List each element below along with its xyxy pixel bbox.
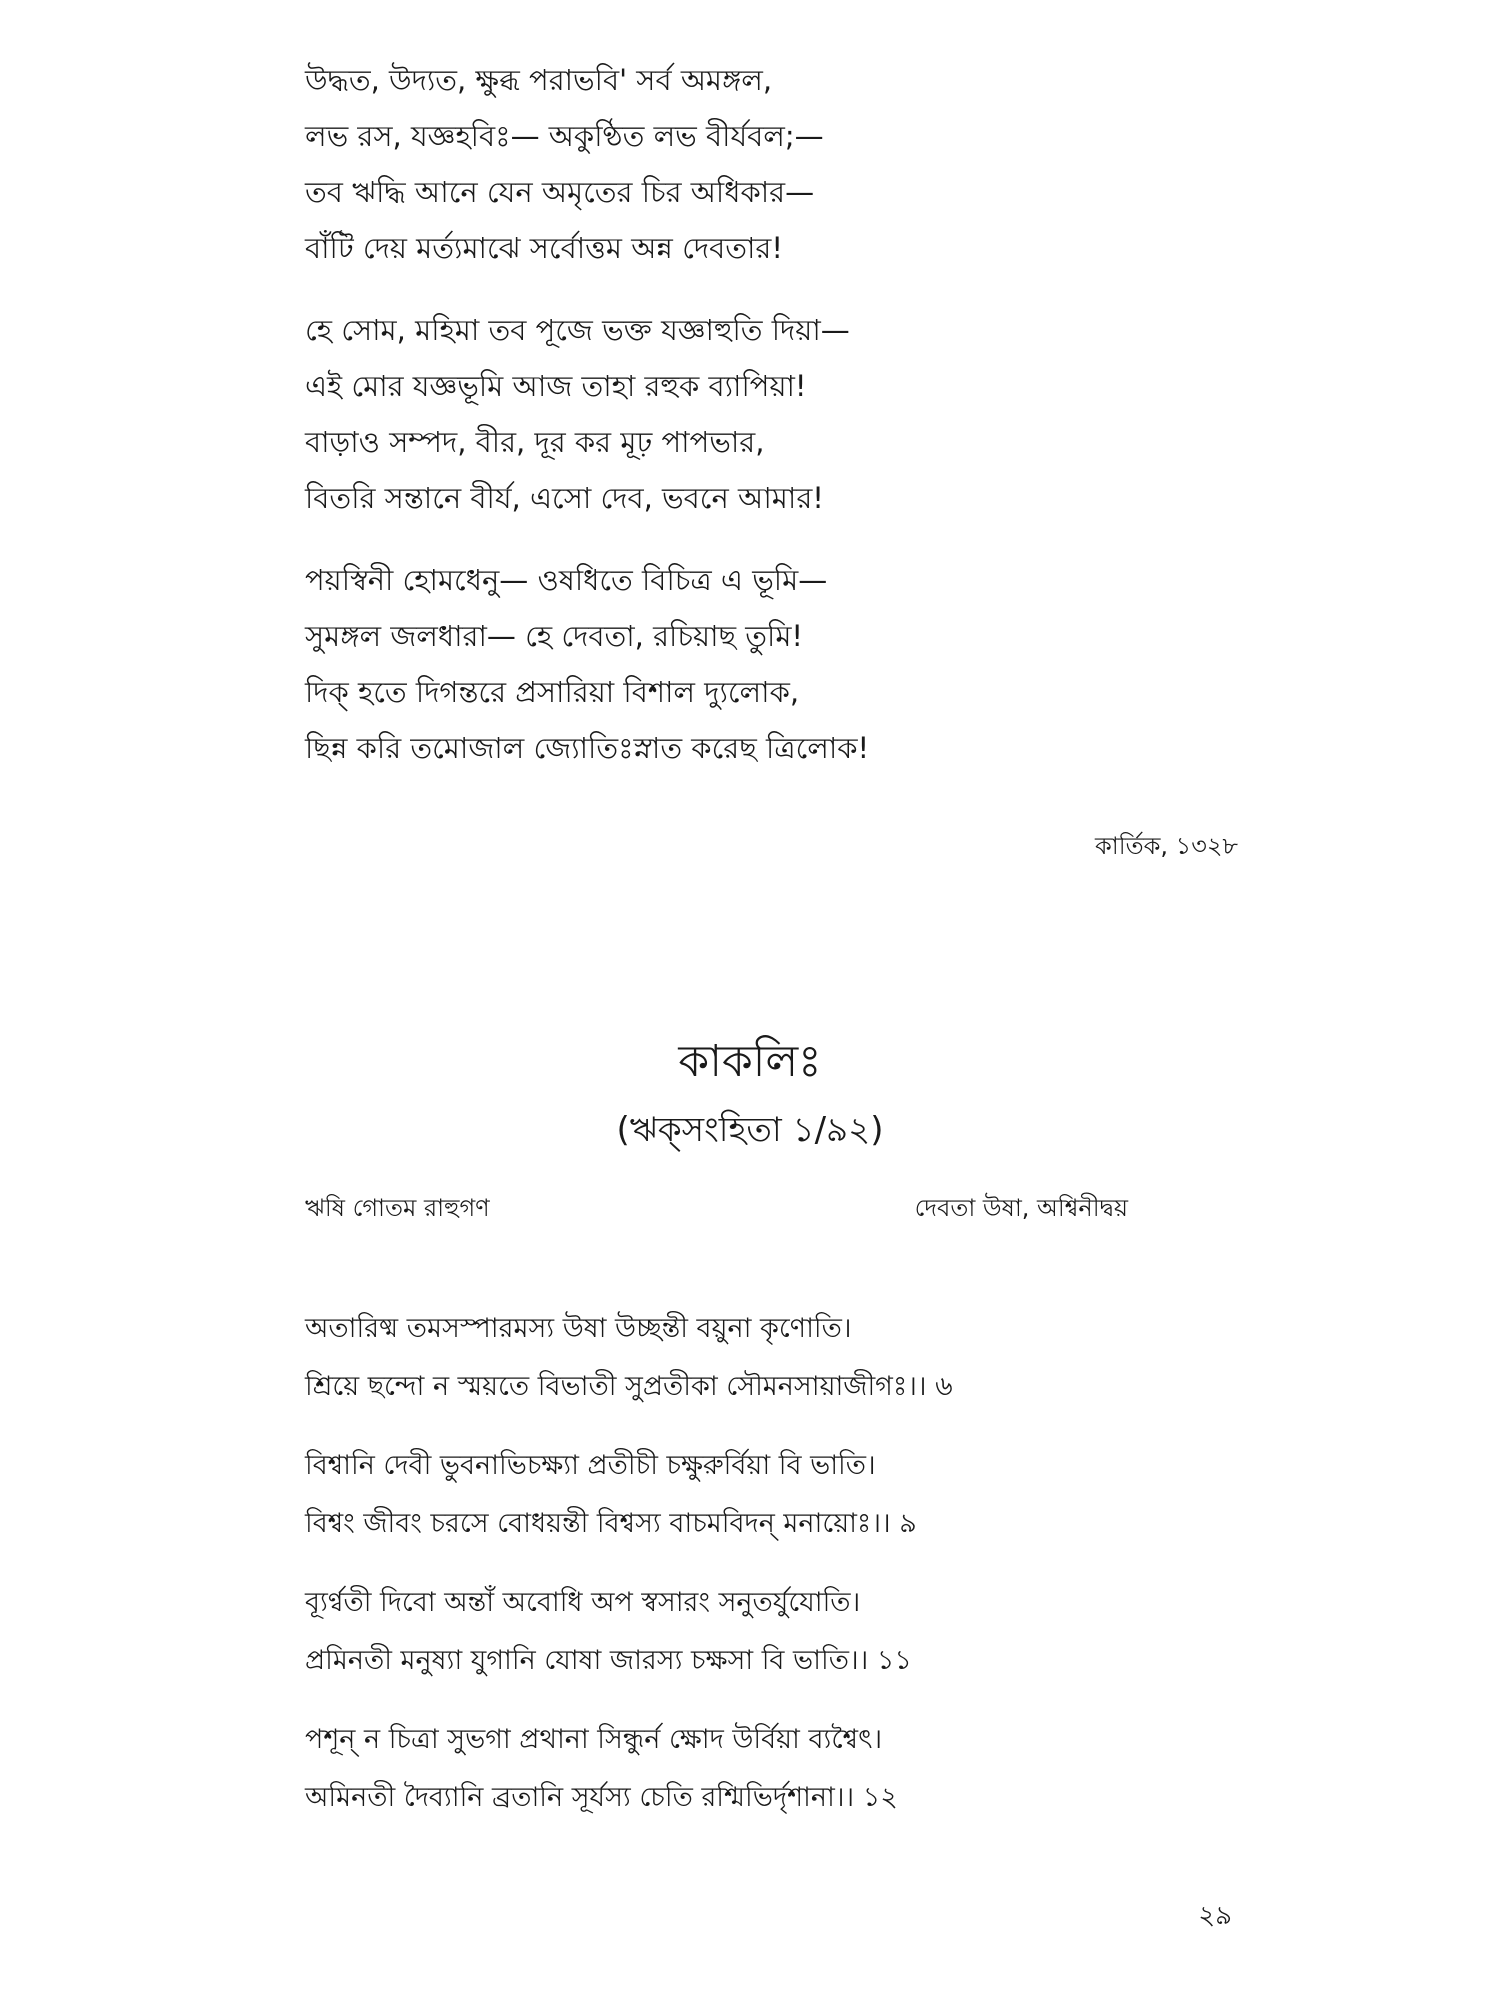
poem-line: সুমঙ্গল জলধারা— হে দেবতা, রচিয়াছ তুমি!: [305, 619, 804, 653]
rishi-attribution: ঋষি গোতম রাহুগণ: [305, 1194, 490, 1222]
verse-line: বিশ্বানি দেবী ভুবনাভিচক্ষ্যা প্রতীচী চক্ষুরুর্বিয়া বি ভাতি।: [305, 1450, 876, 1481]
poem-line: বাড়াও সম্পদ, বীর, দূর কর মূঢ় পাপভার,: [305, 425, 765, 459]
poem-line: দিক্ হতে দিগন্তরে প্রসারিয়া বিশাল দ্যুলোক,: [305, 675, 800, 709]
verse-line: প্রমিনতী মনুষ্যা যুগানি যোষা জারস্য চক্ষসা বি ভাতি।। ১১: [305, 1645, 912, 1676]
section-subtitle: (ঋক্‌সংহিতা ১/৯২): [616, 1110, 884, 1150]
poem-line: পয়স্বিনী হোমধেনু— ওষধিতে বিচিত্র এ ভূমি—: [305, 563, 828, 597]
poem-line: লভ রস, যজ্ঞহবিঃ— অকুণ্ঠিত লভ বীর্যবল;—: [305, 119, 824, 153]
sanskrit-verse-3: [305, 1574, 1305, 1690]
verse-line: ব্যূর্ণ্বতী দিবো অন্তাঁ অবোধি অপ স্বসারং সনুতর্যুযোতি।: [305, 1587, 861, 1618]
poem-line: বিতরি সন্তানে বীর্য, এসো দেব, ভবনে আমার!: [305, 481, 824, 515]
sanskrit-verse-2: [305, 1437, 1305, 1553]
poem-line: উদ্ধত, উদ্যত, ক্ষুব্ধ পরাভবি' সর্ব অমঙ্গল,: [305, 63, 773, 97]
verse-line: শ্রিয়ে ছন্দো ন স্ময়তে বিভাতী সুপ্রতীকা সৌমনসায়াজীগঃ।। ৬: [305, 1371, 953, 1402]
poem-stanza-1: [305, 52, 1305, 276]
section-title: কাকলিঃ: [678, 1036, 822, 1087]
poem-stanza-2: [305, 302, 1305, 526]
verse-line: বিশ্বং জীবং চরসে বোধয়ন্তী বিশ্বস্য বাচমবিদন্ মনায়োঃ।। ৯: [305, 1508, 917, 1539]
poem-line: তব ঋদ্ধি আনে যেন অমৃতের চির অধিকার—: [305, 175, 815, 209]
poem-dateline: কার্তিক, ১৩২৮: [1094, 832, 1238, 860]
sanskrit-verse-1: [305, 1300, 1305, 1416]
verse-line: অমিনতী দৈব্যানি ব্রতানি সূর্যস্য চেতি রশ্মিভির্দৃশানা।। ১২: [305, 1782, 898, 1813]
poem-line: হে সোম, মহিমা তব পূজে ভক্ত যজ্ঞাহুতি দিয়া—: [305, 313, 850, 347]
devata-attribution: দেবতা উষা, অশ্বিনীদ্বয়: [914, 1194, 1128, 1222]
page-number: ২৯: [1198, 1901, 1232, 1931]
verse-line: অতারিষ্ম তমসস্পারমস্য উষা উচ্ছন্তী বয়ুনা কৃণোতি।: [305, 1313, 852, 1344]
poem-stanza-3: [305, 552, 1305, 776]
poem-line: ছিন্ন করি তমোজাল জ্যোতিঃস্নাত করেছ ত্রিলোক!: [305, 731, 870, 765]
poem-line: এই মোর যজ্ঞভূমি আজ তাহা রহুক ব্যাপিয়া!: [305, 369, 807, 403]
sanskrit-verse-4: [305, 1711, 1305, 1827]
verse-line: পশূন্ ন চিত্রা সুভগা প্রথানা সিন্ধুর্ন ক্ষোদ উর্বিয়া ব্যশ্বৈৎ।: [305, 1724, 883, 1755]
poem-line: বাঁটি দেয় মর্ত্যমাঝে সর্বোত্তম অন্ন দেবতার!: [305, 231, 783, 265]
